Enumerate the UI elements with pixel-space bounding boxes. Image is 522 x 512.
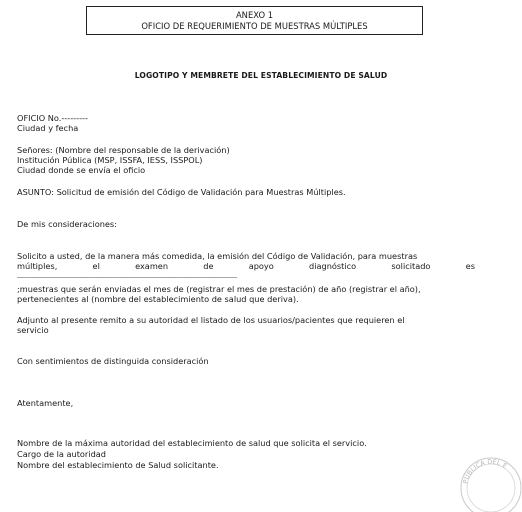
letterhead-placeholder: LOGOTIPO Y MEMBRETE DEL ESTABLECIMIENTO DE SALUD [134, 71, 388, 80]
official-seal-stamp [453, 452, 522, 512]
word: examen [135, 261, 169, 271]
paragraph-1-line-1: Solicito a usted, de la manera más comedida, la emisión del Código de Validación, para muestras [17, 251, 418, 261]
signature-authority-name: Nombre de la máxima autoridad del establecimiento de salud que solicita el servicio. [17, 438, 367, 448]
office-number: OFICIO No.--------- [17, 113, 88, 123]
signature-establishment: Nombre del establecimiento de Salud solicitante. [17, 460, 219, 470]
fill-in-blank-line: ____________________________________________________________________________________________________ [17, 272, 238, 278]
annex-label: ANEXO 1 [235, 10, 274, 20]
subject-line: ASUNTO: Solicitud de emisión del Código de Validación para Muestras Múltiples. [17, 187, 346, 197]
addressee-institution: Institución Pública (MSP, ISSFA, IESS, ISSPOL) [17, 155, 203, 165]
city-and-date: Ciudad y fecha [17, 123, 79, 133]
addressee-city: Ciudad donde se envía el oficio [17, 165, 146, 175]
farewell: Atentamente, [17, 398, 74, 408]
annex-header-box [86, 6, 423, 35]
word: solicitado [391, 261, 431, 271]
paragraph-1-line-5: pertenecientes al (nombre del establecimiento de salud que deriva). [17, 294, 299, 304]
word: el [92, 261, 100, 271]
word: diagnóstico [309, 261, 357, 271]
svg-text:PÚBLICA DEL E [461, 458, 508, 485]
annex-title: OFICIO DE REQUERIMIENTO DE MUESTRAS MÚLTIPLES [141, 21, 368, 31]
signature-position: Cargo de la autoridad [17, 449, 106, 459]
word: es [465, 261, 475, 271]
seal-text: PÚBLICA DEL E [461, 457, 509, 485]
addressee-salutation: Señores: (Nombre del responsable de la derivación) [17, 145, 230, 155]
closing-phrase: Con sentimientos de distinguida consideración [17, 356, 209, 366]
greeting: De mis consideraciones: [17, 219, 117, 229]
word: de [203, 261, 214, 271]
paragraph-1-line-4: ;muestras que serán enviadas el mes de (registrar el mes de prestación) de año (registrar el año), [17, 284, 421, 294]
paragraph-2-line-2: servicio [17, 325, 49, 335]
word: múltiples, [17, 261, 58, 271]
word: apoyo [248, 261, 274, 271]
paragraph-2-line-1: Adjunto al presente remito a su autoridad el listado de los usuarios/pacientes que requieren el [17, 315, 405, 325]
